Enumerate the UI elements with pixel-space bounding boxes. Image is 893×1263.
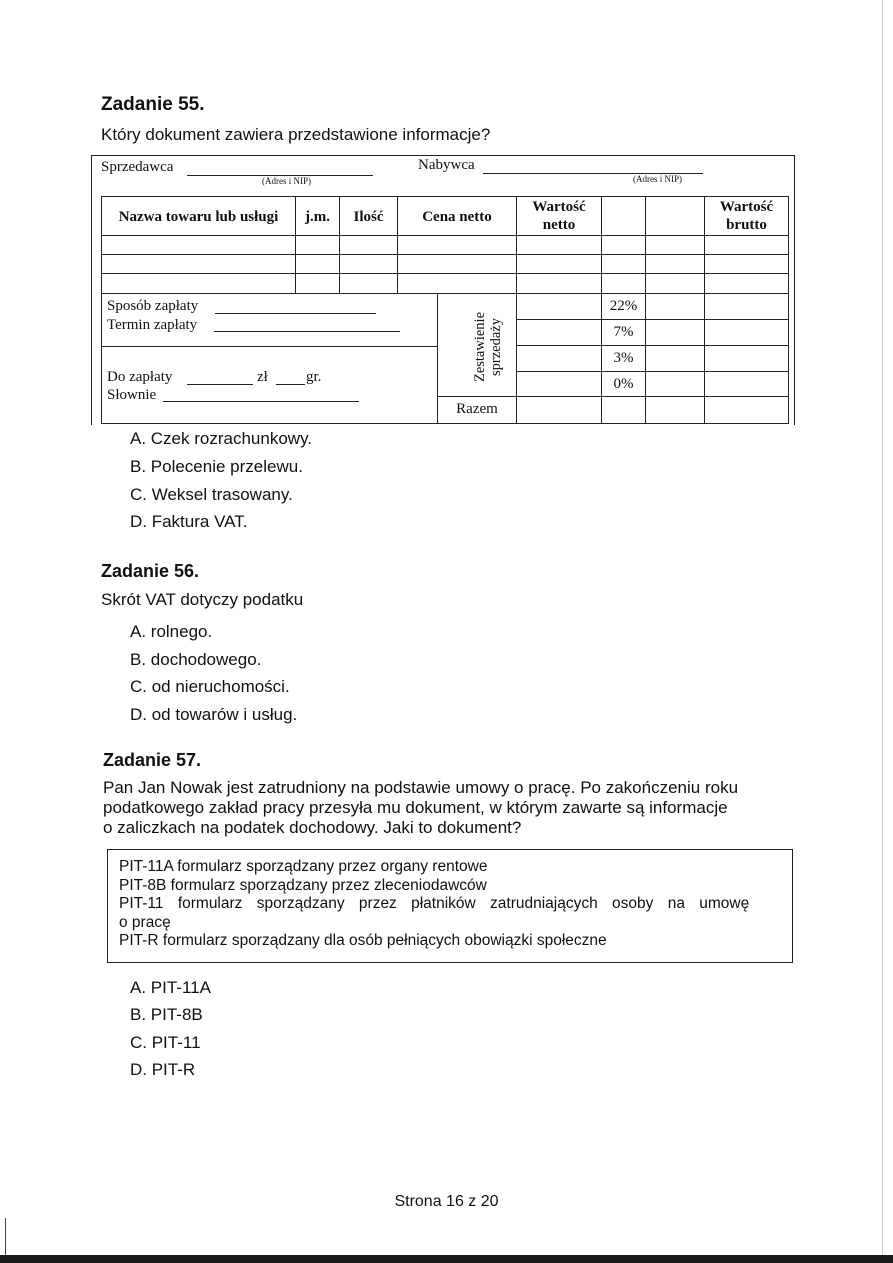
task57-question (103, 778, 738, 838)
to-pay-label: Do zapłaty (107, 369, 173, 385)
header-gross-value: Wartość brutto (719, 199, 774, 233)
task57-question-line-2: podatkowego zakład pracy przesyła mu dokument, w którym zawarte są informacje (103, 798, 728, 817)
pit-info-line-2: PIT-8B formularz sporządzany przez zleceniodawców (119, 876, 487, 894)
task55-option-d: D. Faktura VAT. (130, 512, 248, 531)
task56-title: Zadanie 56. (101, 561, 200, 581)
task57-option-a: A. PIT-11A (130, 978, 211, 997)
scan-mark-right (882, 0, 883, 1255)
task57-option-c: C. PIT-11 (130, 1033, 201, 1052)
pit-info-line-5: PIT-R formularz sporządzany dla osób pełniących obowiązki społeczne (119, 932, 607, 949)
header-unit: j.m. (305, 209, 330, 225)
scan-bottom-edge (0, 1255, 893, 1263)
gr-label: gr. (306, 369, 322, 385)
task56-option-d: D. od towarów i usług. (130, 705, 298, 724)
header-name: Nazwa towaru lub usługi (118, 209, 279, 225)
pit-info-line-3: PIT-11 formularz sporządzany przez płatników zatrudniających osoby na umowę (119, 895, 750, 912)
header-net-value: Wartość netto (532, 199, 586, 233)
task55-option-c: C. Weksel trasowany. (130, 485, 293, 504)
page-number: Strona 16 z 20 (394, 1193, 499, 1210)
summary-label-box (444, 303, 504, 391)
task56-option-b: B. dochodowego. (130, 650, 262, 669)
task56-question: Skrót VAT dotyczy podatku (101, 590, 304, 609)
header-qty: Ilość (353, 209, 384, 225)
buyer-caption: (Adres i NIP) (633, 174, 682, 184)
task56-option-c: C. od nieruchomości. (130, 677, 290, 696)
task56-option-a: A. rolnego. (130, 622, 213, 641)
payment-method-label: Sposób zapłaty (107, 298, 199, 314)
rate-22: 22% (609, 298, 638, 314)
task55-option-a: A. Czek rozrachunkowy. (130, 429, 313, 448)
task55-option-b: B. Polecenie przelewu. (130, 457, 303, 476)
pit-info-line-4: o pracę (119, 913, 171, 931)
task57-question-line-1: Pan Jan Nowak jest zatrudniony na podstawie umowy o pracę. Po zakończeniu roku (103, 778, 739, 797)
seller-label: Sprzedawca (101, 159, 174, 175)
summary-label: Zestawienie sprzedaży (472, 311, 504, 383)
total-label: Razem (456, 401, 498, 417)
rate-7: 7% (613, 324, 634, 340)
task55-question: Który dokument zawiera przedstawione informacje? (101, 125, 491, 144)
pit-info-line-1: PIT-11A formularz sporządzany przez organy rentowe (119, 858, 488, 875)
task57-question-line-3: o zaliczkach na podatek dochodowy. Jaki to dokument? (103, 818, 522, 837)
header-net-price: Cena netto (422, 209, 492, 225)
seller-caption: (Adres i NIP) (262, 176, 311, 186)
payment-term-label: Termin zapłaty (107, 317, 198, 333)
task57-option-b: B. PIT-8B (130, 1005, 203, 1024)
rate-3: 3% (613, 350, 634, 366)
buyer-label: Nabywca (418, 157, 475, 173)
pit-info-box (107, 849, 793, 963)
task55-title: Zadanie 55. (101, 94, 205, 115)
rate-0: 0% (613, 376, 634, 392)
task57-title: Zadanie 57. (103, 750, 202, 770)
scan-mark-left (5, 1218, 6, 1256)
task57-option-d: D. PIT-R (130, 1060, 196, 1079)
zl-label: zł (257, 369, 268, 385)
in-words-label: Słownie (107, 387, 157, 403)
